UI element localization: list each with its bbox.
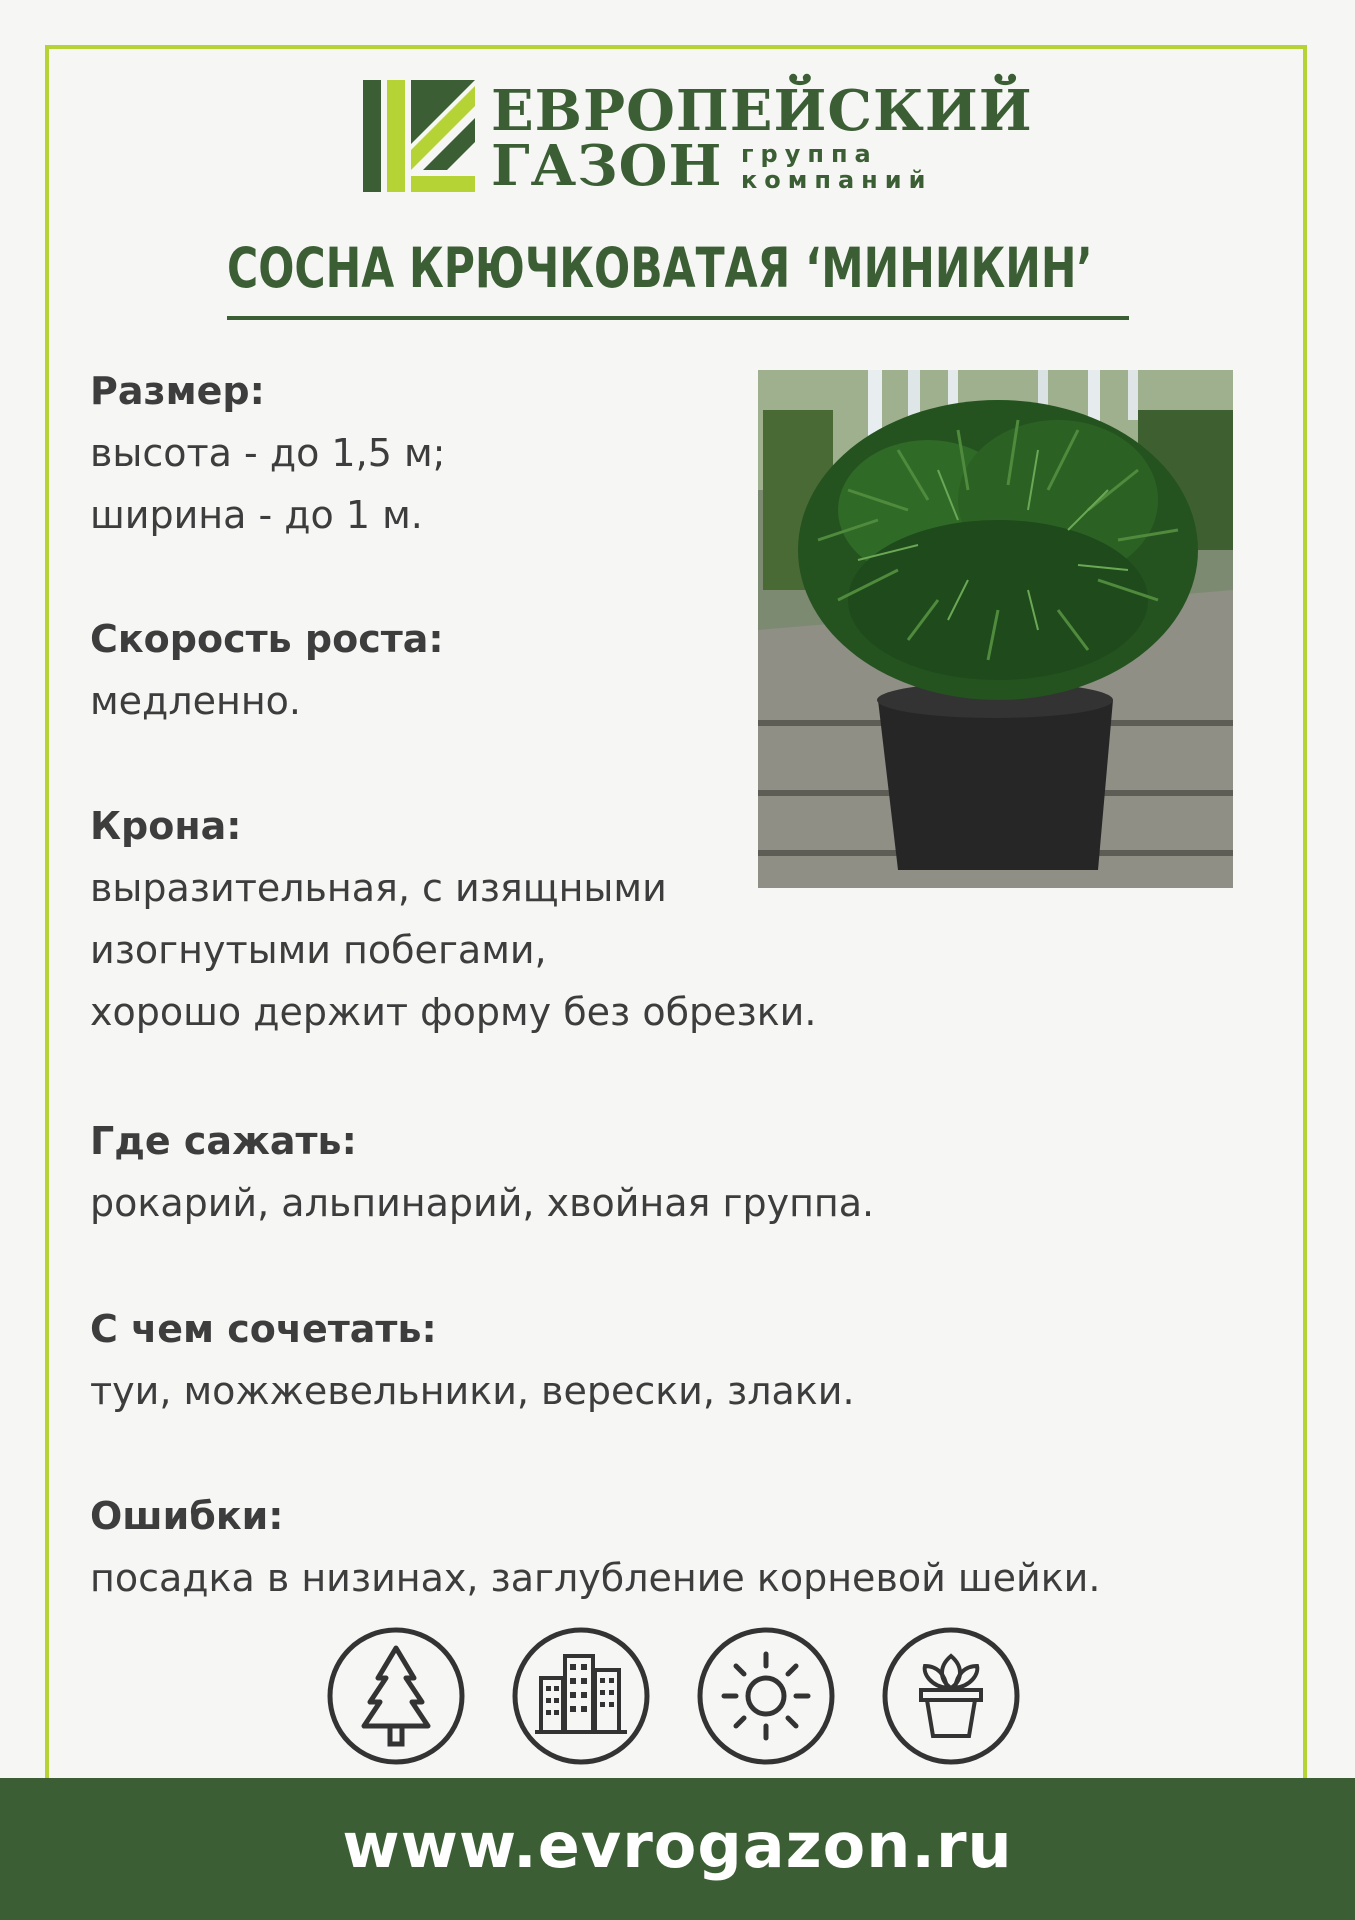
website-url[interactable]: www.evrogazon.ru bbox=[342, 1809, 1013, 1882]
section-label: Ошибки: bbox=[90, 1494, 284, 1538]
page-title: СОСНА КРЮЧКОВАТАЯ ‘МИНИКИН’ bbox=[227, 236, 1093, 300]
city-buildings-icon bbox=[511, 1626, 651, 1766]
section-text: высота - до 1,5 м; bbox=[90, 431, 446, 475]
section-size bbox=[90, 360, 445, 546]
section-label: С чем сочетать: bbox=[90, 1307, 437, 1351]
section-growth-rate bbox=[90, 608, 444, 732]
section-text: медленно. bbox=[90, 679, 302, 723]
section-label: Где сажать: bbox=[90, 1119, 357, 1163]
logo-text-line2: ГАЗОН bbox=[491, 133, 723, 199]
section-text: изогнутыми побегами, bbox=[90, 928, 547, 972]
section-text: хорошо держит форму без обрезки. bbox=[90, 990, 817, 1034]
section-combine-with bbox=[90, 1298, 855, 1422]
logo-mark-icon bbox=[363, 80, 475, 192]
title-underline bbox=[227, 316, 1129, 320]
logo-subtext-1: группа bbox=[741, 140, 878, 168]
section-text: ширина - до 1 м. bbox=[90, 493, 423, 537]
section-label: Крона: bbox=[90, 804, 242, 848]
section-where-to-plant bbox=[90, 1110, 874, 1234]
section-mistakes bbox=[90, 1485, 1100, 1609]
section-crown bbox=[90, 795, 816, 1043]
plant-photo bbox=[758, 370, 1233, 888]
footer-bar bbox=[0, 1778, 1355, 1920]
section-label: Размер: bbox=[90, 369, 265, 413]
section-text: туи, можжевельники, верески, злаки. bbox=[90, 1369, 855, 1413]
potted-plant-icon bbox=[881, 1626, 1021, 1766]
logo-subtext-2: компаний bbox=[741, 166, 933, 194]
section-text: рокарий, альпинарий, хвойная группа. bbox=[90, 1181, 875, 1225]
logo-text-line1: ЕВРОПЕЙСКИЙ bbox=[491, 78, 1033, 144]
section-label: Скорость роста: bbox=[90, 617, 444, 661]
sun-icon bbox=[696, 1626, 836, 1766]
feature-icons bbox=[326, 1626, 1026, 1776]
section-text: посадка в низинах, заглубление корневой шейки. bbox=[90, 1556, 1101, 1600]
section-text: выразительная, с изящными bbox=[90, 866, 667, 910]
conifer-tree-icon bbox=[326, 1626, 466, 1766]
company-logo bbox=[363, 78, 1033, 199]
